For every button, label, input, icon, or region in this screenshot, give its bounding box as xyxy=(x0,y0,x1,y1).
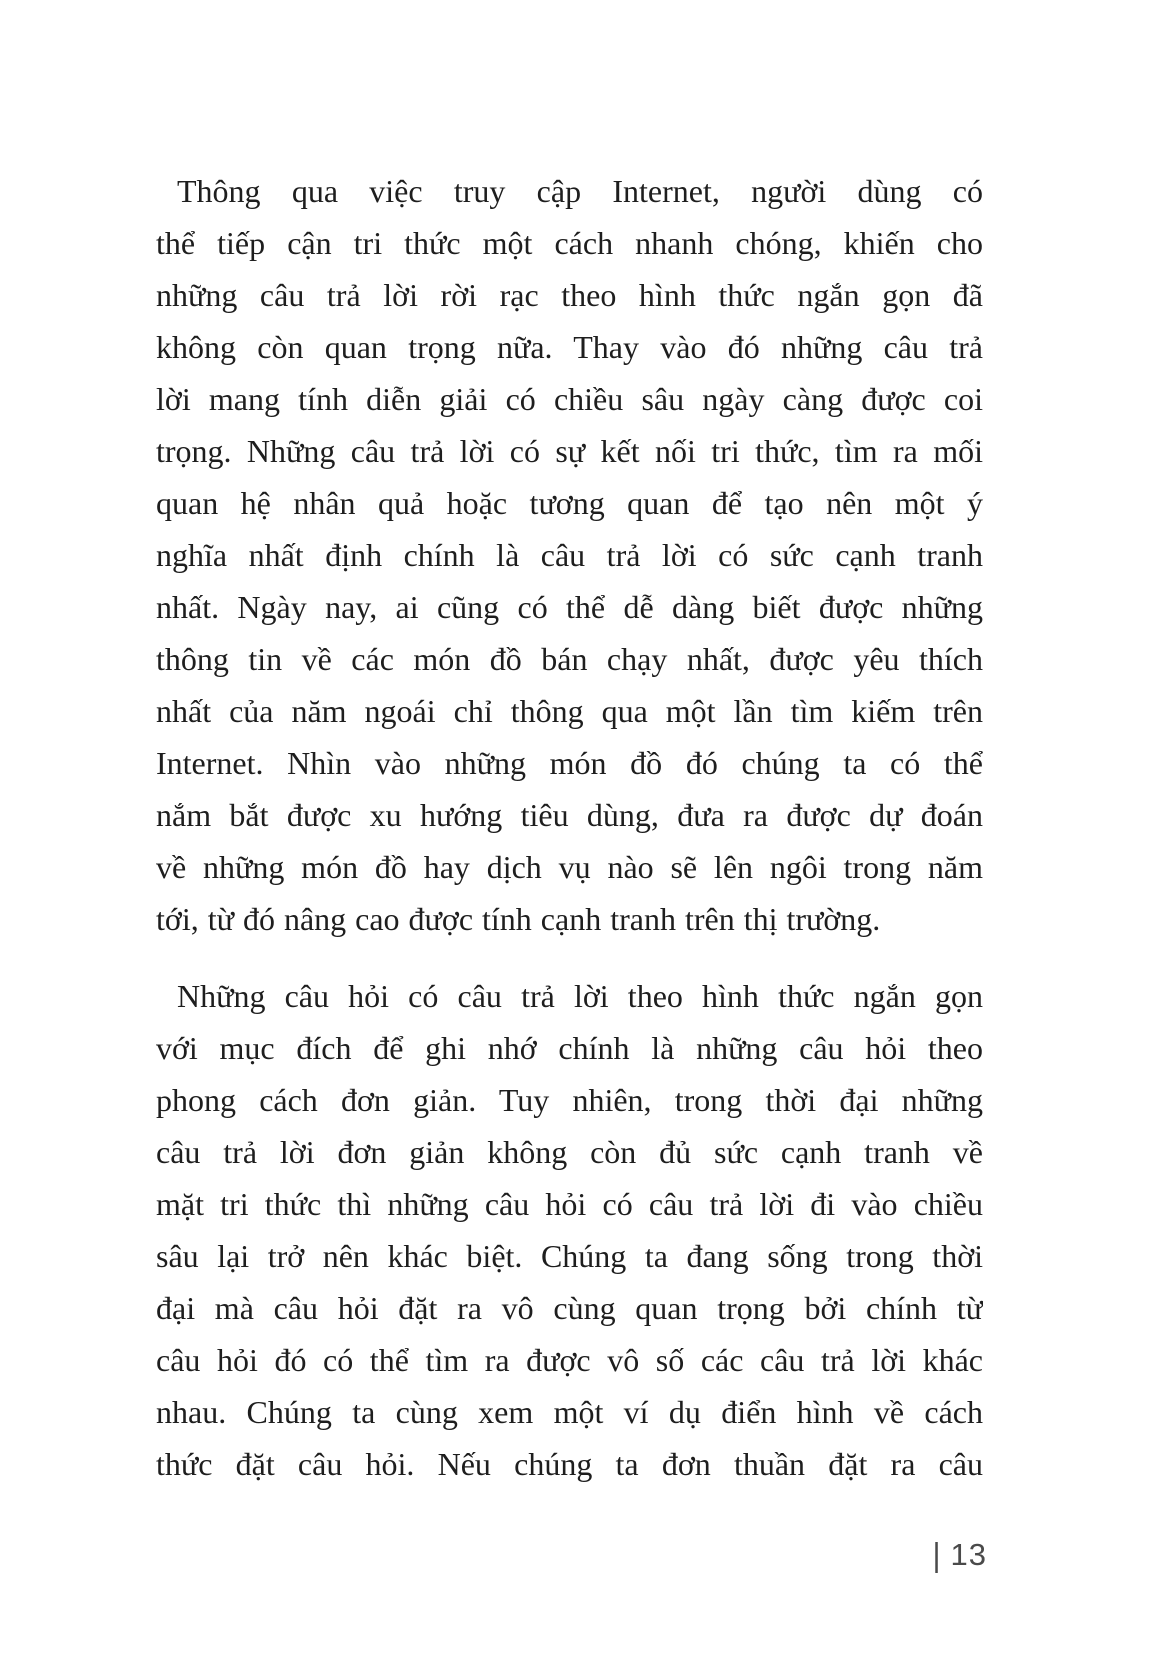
paragraph xyxy=(156,970,983,1490)
page-footer xyxy=(932,1535,987,1574)
text-line: Internet. Nhìn vào những món đồ đó chúng ta có thể xyxy=(156,745,983,781)
text-line: quan hệ nhân quả hoặc tương quan để tạo nên một ý xyxy=(156,485,983,521)
text-line: thông tin về các món đồ bán chạy nhất, được yêu thích xyxy=(156,641,983,677)
text-line: những câu trả lời rời rạc theo hình thức ngắn gọn đã xyxy=(156,277,983,313)
text-line: trọng. Những câu trả lời có sự kết nối tri thức, tìm ra mối xyxy=(156,433,983,469)
text-line: tới, từ đó nâng cao được tính cạnh tranh trên thị trường. xyxy=(156,901,881,937)
page-number: 13 xyxy=(950,1537,987,1572)
text-line: với mục đích để ghi nhớ chính là những câu hỏi theo xyxy=(156,1030,983,1066)
text-line: lời mang tính diễn giải có chiều sâu ngày càng được coi xyxy=(156,381,983,417)
text-line: câu trả lời đơn giản không còn đủ sức cạnh tranh về xyxy=(156,1134,983,1170)
text-line: mặt tri thức thì những câu hỏi có câu trả lời đi vào chiều xyxy=(156,1186,983,1222)
text-line: nghĩa nhất định chính là câu trả lời có sức cạnh tranh xyxy=(156,537,983,573)
text-line: nắm bắt được xu hướng tiêu dùng, đưa ra được dự đoán xyxy=(156,797,983,833)
text-line: nhất của năm ngoái chỉ thông qua một lần tìm kiếm trên xyxy=(156,693,983,729)
text-line: sâu lại trở nên khác biệt. Chúng ta đang sống trong thời xyxy=(156,1238,983,1274)
text-line: nhau. Chúng ta cùng xem một ví dụ điển hình về cách xyxy=(156,1394,983,1430)
paragraph xyxy=(156,165,983,945)
text-line: thức đặt câu hỏi. Nếu chúng ta đơn thuần đặt ra câu xyxy=(156,1446,983,1482)
text-line: phong cách đơn giản. Tuy nhiên, trong thời đại những xyxy=(156,1082,983,1118)
text-line: không còn quan trọng nữa. Thay vào đó những câu trả xyxy=(156,329,983,365)
text-line: về những món đồ hay dịch vụ nào sẽ lên ngôi trong năm xyxy=(156,849,983,885)
text-line: Những câu hỏi có câu trả lời theo hình thức ngắn gọn xyxy=(177,978,983,1014)
text-line: thể tiếp cận tri thức một cách nhanh chóng, khiến cho xyxy=(156,225,983,261)
text-block xyxy=(156,165,983,1490)
page-number-separator: | xyxy=(932,1535,941,1574)
text-line: đại mà câu hỏi đặt ra vô cùng quan trọng bởi chính từ xyxy=(156,1290,983,1326)
text-line: câu hỏi đó có thể tìm ra được vô số các câu trả lời khác xyxy=(156,1342,983,1378)
text-line: Thông qua việc truy cập Internet, người dùng có xyxy=(177,173,983,209)
text-line: nhất. Ngày nay, ai cũng có thể dễ dàng biết được những xyxy=(156,589,983,625)
